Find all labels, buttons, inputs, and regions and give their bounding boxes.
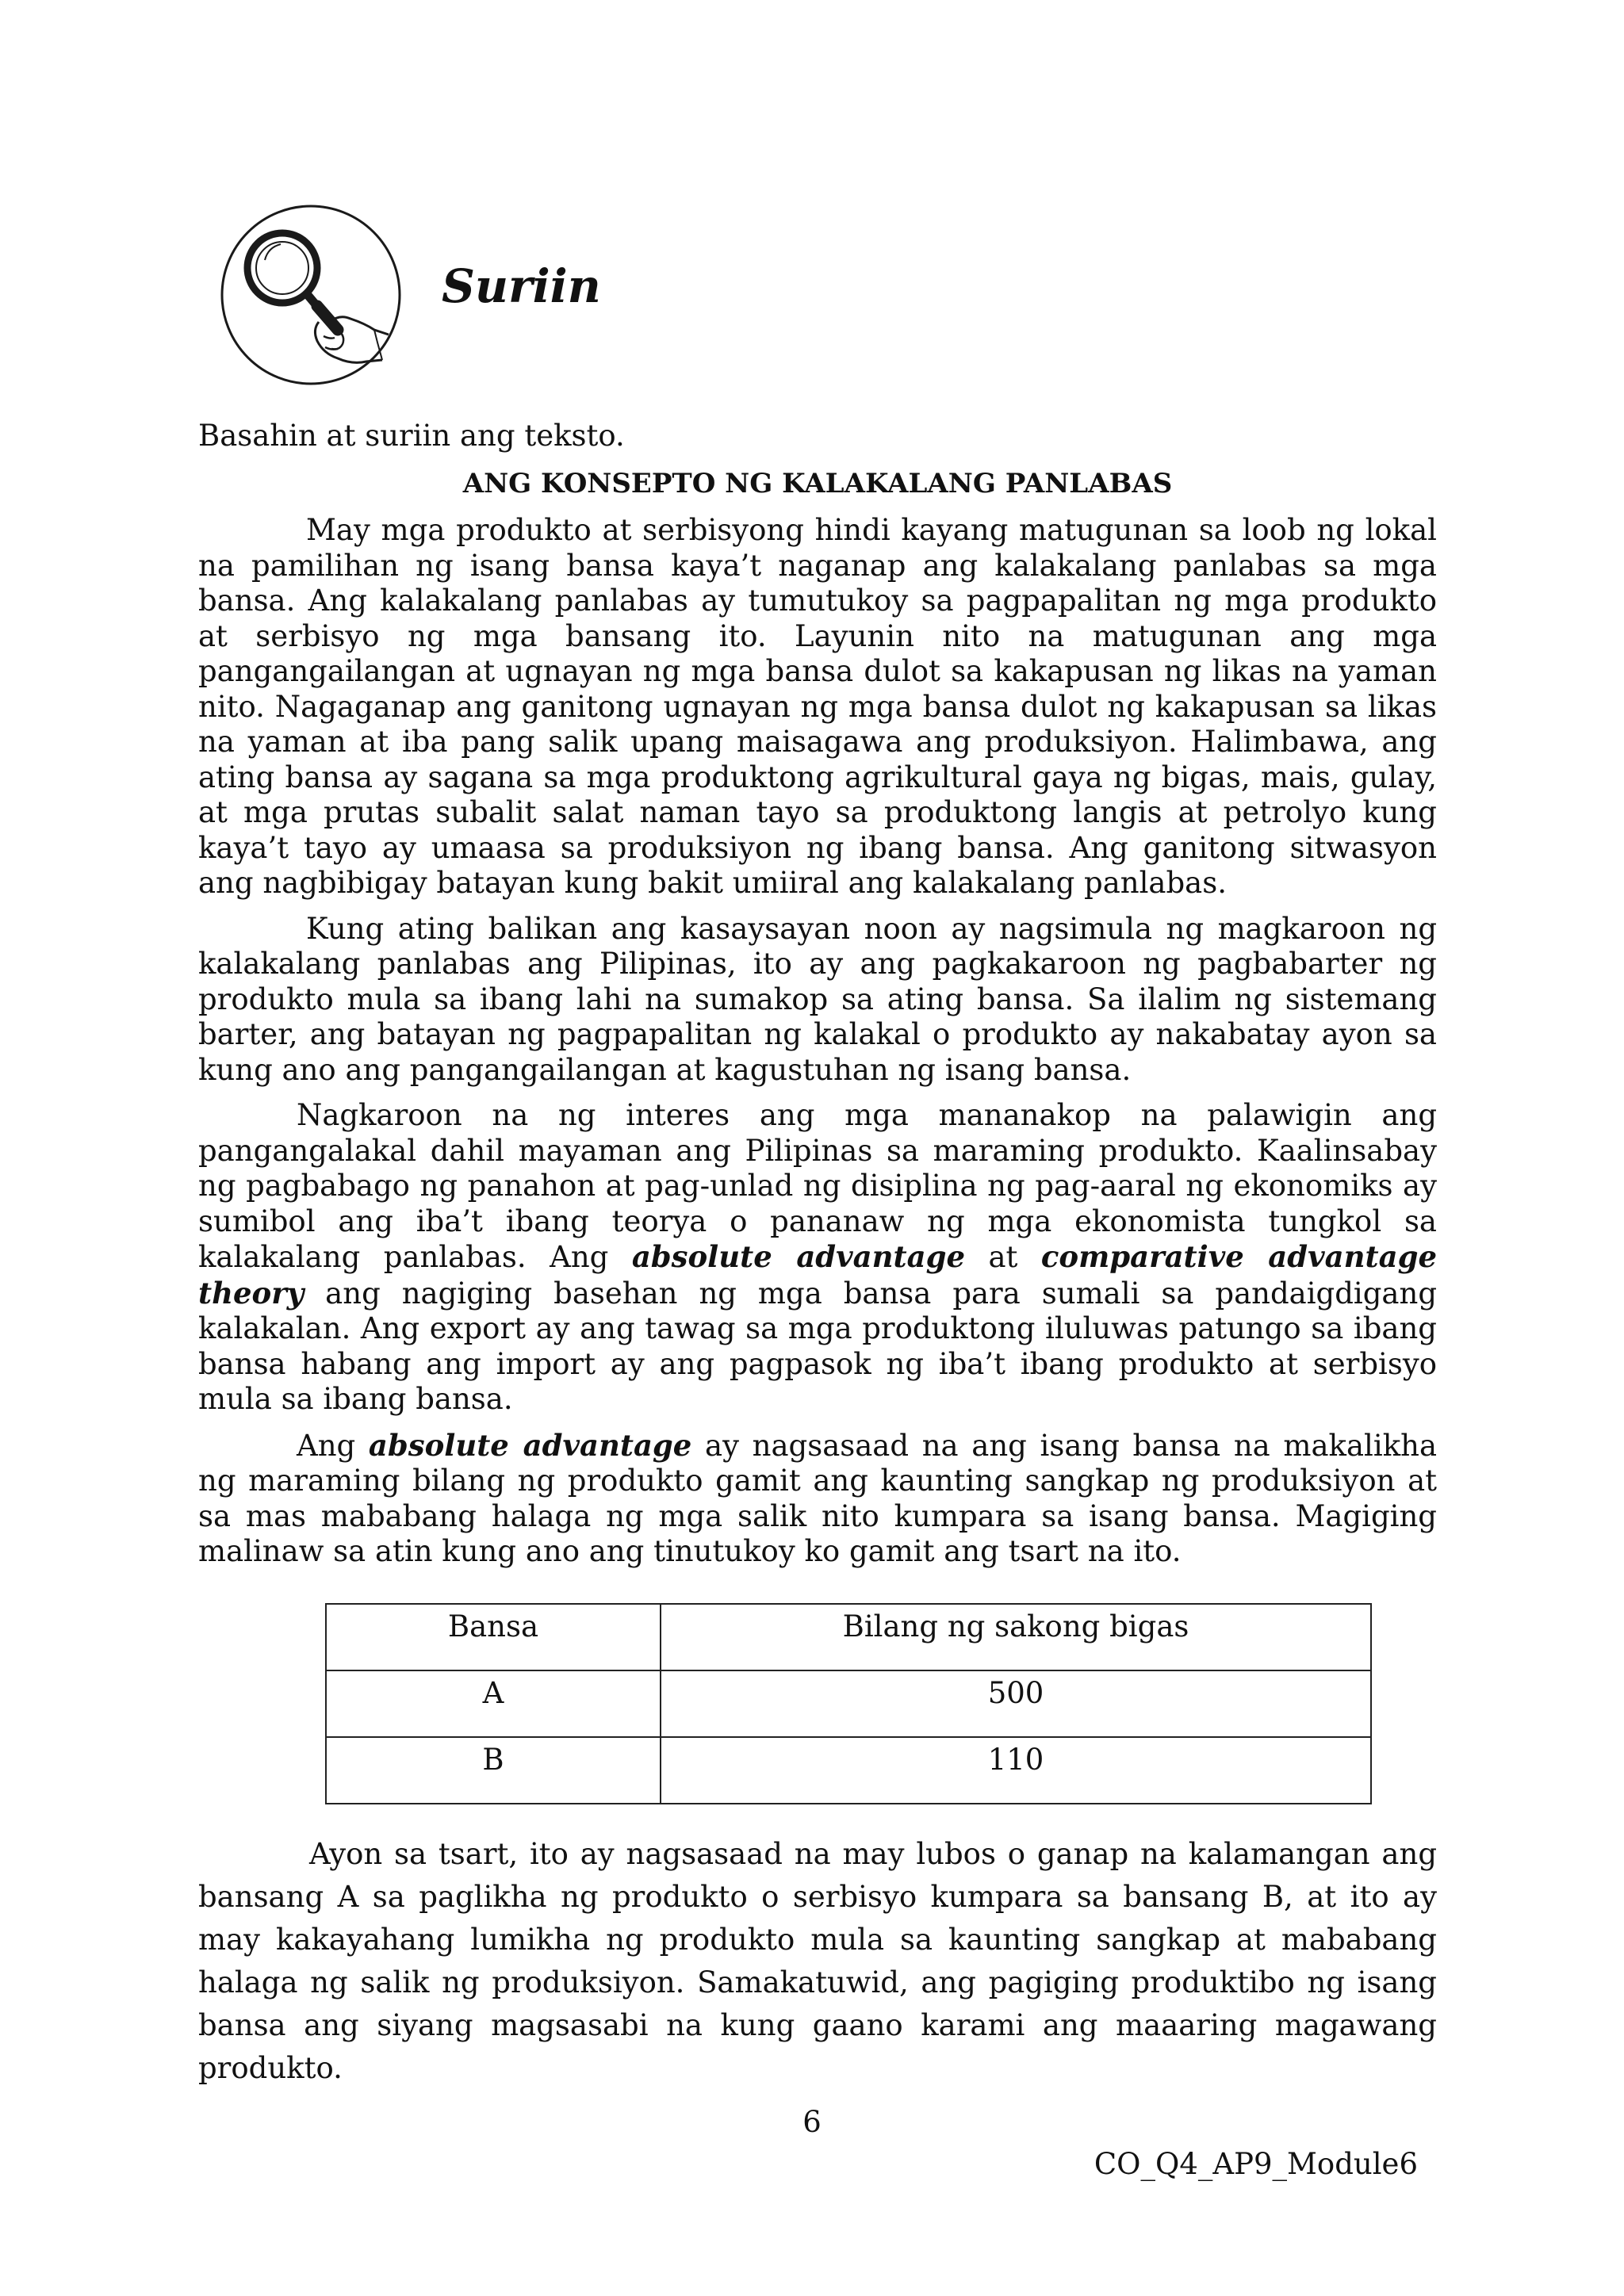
paragraph-3-text-c: ang nagiging basehan ng mga bansa para sumali sa pandaigdigang kalakalan. Ang export ay ang tawag sa mga produktong iluluwas patungo sa ibang bansa habang ang import ay ang pagpasok ng iba’t ibang produkto at serbisyo mula sa ibang bansa.	[198, 1276, 1437, 1416]
term-absolute-advantage: absolute advantage	[631, 1239, 966, 1274]
rice-sacks-table	[325, 1603, 1372, 1804]
table-header-cell: Bansa	[326, 1604, 661, 1670]
article-heading: ANG KONSEPTO NG KALAKALANG PANLABAS	[462, 468, 1173, 499]
paragraph-4	[198, 1428, 1437, 1570]
paragraph-3-text-b: at	[965, 1240, 1041, 1274]
module-code: CO_Q4_AP9_Module6	[1094, 2147, 1418, 2181]
paragraph-1: May mga produkto at serbisyong hindi kayang matugunan sa loob ng lokal na pamilihan ng isang bansa kaya’t naganap ang kalakalang panlabas sa mga bansa. Ang kalakalang panlabas ay tumutukoy sa pagpapalitan ng mga produkto at serbisyo ng mga bansang ito. Layunin nito na matugunan ang mga pangangailangan at ugnayan ng mga bansa dulot sa kakapusan ng likas na yaman nito. Nagaganap ang ganitong ugnayan ng mga bansa dulot ng kakapusan sa likas na yaman at iba pang salik upang maisagawa ang produksiyon. Halimbawa, ang ating bansa ay sagana sa mga produktong agrikultural gaya ng bigas, mais, gulay, at mga prutas subalit salat naman tayo sa produktong langis at petrolyo kung kaya’t tayo ay umaasa sa produksiyon ng ibang bansa. Ang ganitong sitwasyon ang nagbibigay batayan kung bakit umiiral ang kalakalang panlabas.	[198, 513, 1437, 900]
page-number: 6	[802, 2105, 822, 2139]
table-row	[326, 1670, 1371, 1737]
paragraph-4-text-b: ay nagsasaad na ang isang bansa na makalikha ng maraming bilang ng produkto gamit ang kaunting sangkap ng produksiyon at sa mas mababang halaga ng mga salik nito kumpara sa isang bansa. Magiging malinaw sa atin kung ano ang tinutukoy ko gamit ang tsart na ito.	[198, 1428, 1437, 1568]
term-comparative-advantage: comparative advantage theory	[198, 1239, 1437, 1311]
intro-text: Basahin at suriin ang teksto.	[198, 419, 625, 453]
table-header-row	[326, 1604, 1371, 1670]
magnifying-glass-icon	[219, 203, 403, 387]
table-cell: B	[326, 1737, 661, 1804]
paragraph-4-text-a: Ang	[297, 1428, 369, 1463]
table-cell: 110	[661, 1737, 1371, 1804]
table-row	[326, 1737, 1371, 1804]
table-header-cell: Bilang ng sakong bigas	[661, 1604, 1371, 1670]
paragraph-2: Kung ating balikan ang kasaysayan noon ay nagsimula ng magkaroon ng kalakalang panlabas ang Pilipinas, ito ay ang pagkakaroon ng pagbabarter ng produkto mula sa ibang lahi na sumakop sa ating bansa. Sa ilalim ng sistemang barter, ang batayan ng pagpapalitan ng kalakal o produkto ay nakabatay ayon sa kung ano ang pangangailangan at kagustuhan ng isang bansa.	[198, 911, 1437, 1087]
term-absolute-advantage-2: absolute advantage	[368, 1427, 692, 1463]
section-title: Suriin	[442, 259, 601, 313]
table-cell: A	[326, 1670, 661, 1737]
paragraph-3	[198, 1098, 1437, 1418]
paragraph-3-text-a: Nagkaroon na ng interes ang mga mananakop na palawigin ang pangangalakal dahil mayaman ang Pilipinas sa maraming produkto. Kaalinsabay ng pagbabago ng panahon at pag-unlad ng disiplina ng pag-aaral ng ekonomiks ay sumibol ang iba’t ibang teorya o pananaw ng mga ekonomista tungkol sa kalakalang panlabas. Ang	[198, 1098, 1437, 1274]
table-cell: 500	[661, 1670, 1371, 1737]
main-content	[198, 419, 1437, 2100]
paragraph-5: Ayon sa tsart, ito ay nagsasaad na may lubos o ganap na kalamangan ang bansang A sa paglikha ng produkto o serbisyo kumpara sa bansang B, at ito ay may kakayahang lumikha ng produkto mula sa kaunting sangkap at mababang halaga ng salik ng produksiyon. Samakatuwid, ang pagiging produktibo ng isang bansa ang siyang magsasabi na kung gaano karami ang maaaring magawang produkto.	[198, 1836, 1437, 2085]
